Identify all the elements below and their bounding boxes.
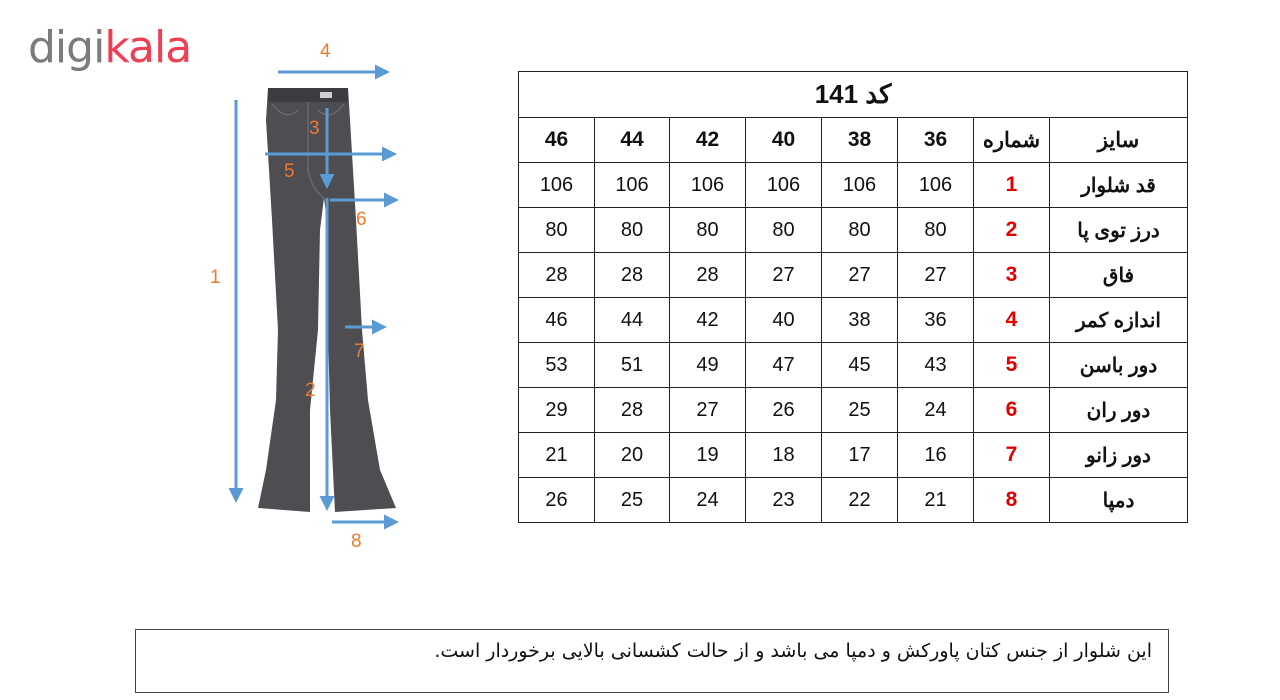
table-row (519, 163, 1188, 208)
table-cell-value: 21 (898, 478, 974, 523)
table-cell-value: 24 (670, 478, 746, 523)
header-size-42: 42 (670, 118, 746, 163)
table-cell-value: 23 (746, 478, 822, 523)
table-row (519, 478, 1188, 523)
diagram-label-1: 1 (210, 267, 221, 288)
table-cell-value: 25 (595, 478, 670, 523)
table-cell-index: 7 (974, 433, 1050, 478)
waistband (268, 88, 348, 102)
table-row (519, 253, 1188, 298)
table-cell-value: 25 (822, 388, 898, 433)
table-cell-index: 6 (974, 388, 1050, 433)
table-cell-value: 44 (595, 298, 670, 343)
header-size-38: 38 (822, 118, 898, 163)
table-cell-index: 8 (974, 478, 1050, 523)
table-cell-label: دور زانو (1050, 433, 1188, 478)
diagram-label-6: 6 (356, 209, 367, 230)
diagram-label-8: 8 (351, 531, 362, 552)
table-cell-label: دور ران (1050, 388, 1188, 433)
table-cell-value: 106 (746, 163, 822, 208)
table-cell-value: 106 (519, 163, 595, 208)
header-size-44: 44 (595, 118, 670, 163)
table-cell-index: 5 (974, 343, 1050, 388)
table-cell-label: درز توی پا (1050, 208, 1188, 253)
table-cell-label: دور باسن (1050, 343, 1188, 388)
table-cell-value: 29 (519, 388, 595, 433)
logo-part-digi: digi (28, 22, 105, 73)
table-cell-value: 106 (670, 163, 746, 208)
table-cell-value: 27 (670, 388, 746, 433)
diagram-label-7: 7 (354, 341, 365, 362)
table-cell-value: 28 (519, 253, 595, 298)
table-cell-value: 16 (898, 433, 974, 478)
table-cell-value: 80 (519, 208, 595, 253)
table-row (519, 298, 1188, 343)
table-row (519, 208, 1188, 253)
table-cell-value: 47 (746, 343, 822, 388)
size-chart-table (518, 71, 1188, 523)
table-cell-value: 28 (670, 253, 746, 298)
table-cell-value: 26 (519, 478, 595, 523)
table-cell-value: 36 (898, 298, 974, 343)
header-number: شماره (974, 118, 1050, 163)
table-row (519, 343, 1188, 388)
table-cell-value: 51 (595, 343, 670, 388)
table-cell-value: 28 (595, 253, 670, 298)
table-cell-value: 27 (822, 253, 898, 298)
table-cell-value: 27 (746, 253, 822, 298)
table-cell-value: 26 (746, 388, 822, 433)
diagram-label-2: 2 (305, 380, 316, 401)
logo-part-kala: kala (104, 22, 192, 73)
table-cell-value: 28 (595, 388, 670, 433)
diagram-label-3: 3 (309, 118, 320, 139)
header-size-36: 36 (898, 118, 974, 163)
table-cell-value: 38 (822, 298, 898, 343)
diagram-label-4: 4 (320, 41, 331, 62)
table-cell-index: 3 (974, 253, 1050, 298)
table-cell-value: 106 (898, 163, 974, 208)
table-cell-value: 20 (595, 433, 670, 478)
table-cell-value: 80 (898, 208, 974, 253)
table-cell-value: 106 (822, 163, 898, 208)
pants-measurement-diagram (190, 30, 430, 560)
product-note: این شلوار از جنس کتان پاورکش و دمپا می باشد و از حالت کشسانی بالایی برخوردار است. (135, 629, 1169, 693)
table-cell-label: اندازه کمر (1050, 298, 1188, 343)
header-size-46: 46 (519, 118, 595, 163)
table-cell-value: 18 (746, 433, 822, 478)
table-cell-value: 24 (898, 388, 974, 433)
table-cell-index: 2 (974, 208, 1050, 253)
header-size-40: 40 (746, 118, 822, 163)
table-cell-value: 22 (822, 478, 898, 523)
table-cell-value: 17 (822, 433, 898, 478)
table-cell-index: 4 (974, 298, 1050, 343)
table-cell-value: 42 (670, 298, 746, 343)
table-cell-value: 53 (519, 343, 595, 388)
table-cell-value: 80 (670, 208, 746, 253)
table-cell-value: 27 (898, 253, 974, 298)
header-size-label: سایز (1050, 118, 1188, 163)
table-cell-value: 43 (898, 343, 974, 388)
table-cell-value: 80 (746, 208, 822, 253)
table-cell-value: 106 (595, 163, 670, 208)
table-cell-label: دمپا (1050, 478, 1188, 523)
table-cell-value: 80 (822, 208, 898, 253)
table-header-row (519, 118, 1188, 163)
table-cell-value: 40 (746, 298, 822, 343)
digikala-logo (28, 22, 192, 73)
brand-tag (320, 92, 332, 98)
table-title: کد 141 (519, 72, 1188, 118)
table-cell-index: 1 (974, 163, 1050, 208)
table-cell-label: قد شلوار (1050, 163, 1188, 208)
table-cell-value: 49 (670, 343, 746, 388)
table-cell-value: 46 (519, 298, 595, 343)
diagram-label-5: 5 (284, 161, 295, 182)
table-cell-value: 80 (595, 208, 670, 253)
table-cell-label: فاق (1050, 253, 1188, 298)
table-row (519, 388, 1188, 433)
table-cell-value: 19 (670, 433, 746, 478)
table-cell-value: 21 (519, 433, 595, 478)
table-row (519, 433, 1188, 478)
table-cell-value: 45 (822, 343, 898, 388)
